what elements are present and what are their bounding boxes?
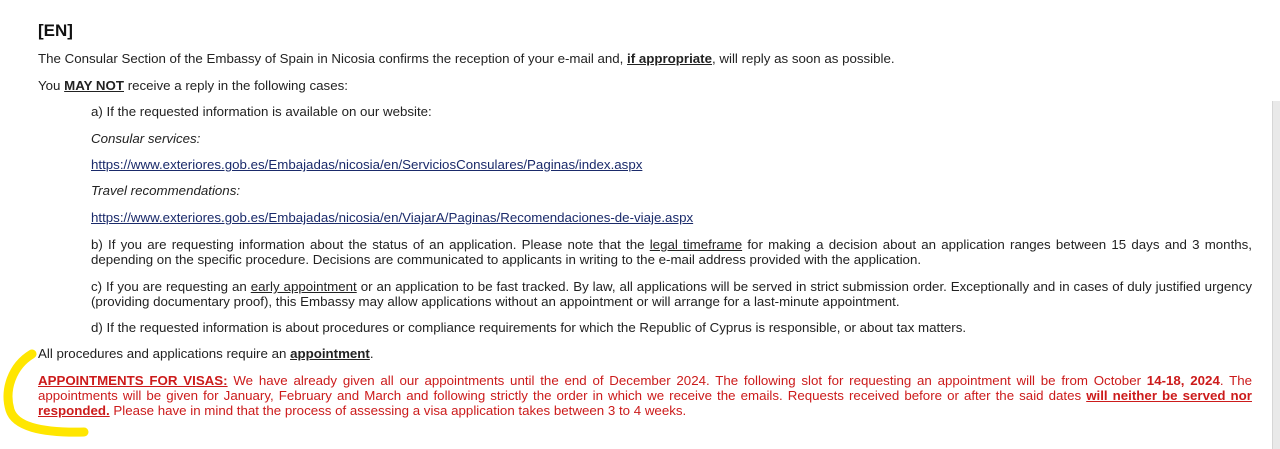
case-c-text: c) If you are requesting an	[91, 279, 251, 294]
procedures-text-end: .	[369, 346, 374, 361]
procedures-paragraph	[38, 346, 1252, 361]
case-c-paragraph	[91, 279, 1252, 309]
no-reply-text-end: receive a reply in the following cases:	[124, 78, 348, 93]
no-reply-intro	[38, 78, 1252, 93]
visa-text: We have already given all our appointments until the end of December 2024. The following slot for requesting an appointment will be from October	[227, 373, 1147, 388]
visa-text-3: Please have in mind that the process of assessing a visa application takes between 3 to 4 weeks.	[109, 403, 687, 418]
case-b-text: b) If you are requesting information about the status of an application. Please note that the	[91, 237, 650, 252]
visa-text-2: . The appointments will be given for January, February and March and following strictly the order in which we receive the emails. Requests received before or after the said dates	[38, 373, 1252, 403]
legal-timeframe-link[interactable]: legal timeframe	[649, 237, 743, 252]
visa-warning: will neither be served nor responded.	[38, 388, 1252, 418]
visa-appointments-label: APPOINTMENTS FOR VISAS:	[38, 373, 228, 388]
travel-recommendations-row	[91, 210, 1252, 225]
visa-dates: 14-18, 2024	[1146, 373, 1220, 388]
case-c-text-end: or an application to be fast tracked. By law, all applications will be served in strict submission order. Exceptionally and in cases of duly justified urgency (providing documentary proof), this Embassy may allow applications without an appointment or will arrange for a last-minute appointment.	[91, 279, 1252, 309]
consular-services-row	[91, 157, 1252, 172]
confirmation-text-end: , will reply as soon as possible.	[712, 51, 895, 66]
no-reply-text: You	[38, 78, 65, 93]
procedures-text: All procedures and applications require an	[38, 346, 291, 361]
early-appointment-link[interactable]: early appointment	[250, 279, 357, 294]
case-b-text-end: for making a decision about an application ranges between 15 days and 3 months, depending on the specific procedure. Decisions are communicated to applicants in writing to the e-mail address provided with the application.	[91, 237, 1252, 267]
language-heading: [EN]	[38, 21, 73, 40]
travel-recommendations-label: Travel recommendations:	[91, 183, 241, 198]
travel-recommendations-link[interactable]: https://www.exteriores.gob.es/Embajadas/nicosia/en/ViajarA/Paginas/Recomendaciones-de-viaje.aspx	[91, 210, 694, 225]
case-a-text: a) If the requested information is available on our website:	[91, 104, 432, 119]
if-appropriate-emphasis: if appropriate	[627, 51, 713, 66]
consular-services-link[interactable]: https://www.exteriores.gob.es/Embajadas/nicosia/en/ServiciosConsulares/Paginas/index.aspx	[91, 157, 643, 172]
confirmation-paragraph	[38, 51, 1252, 66]
consular-services-label: Consular services:	[91, 131, 201, 146]
case-b-paragraph	[91, 237, 1252, 267]
email-body	[38, 0, 1252, 449]
confirmation-text: The Consular Section of the Embassy of Spain in Nicosia confirms the reception of your e-mail and,	[38, 51, 628, 66]
vertical-scrollbar[interactable]	[1272, 101, 1280, 449]
appointment-link[interactable]: appointment	[290, 346, 370, 361]
visa-appointments-paragraph	[38, 373, 1252, 418]
case-d-text: d) If the requested information is about procedures or compliance requirements for which the Republic of Cyprus is responsible, or about tax matters.	[91, 320, 967, 335]
may-not-emphasis: MAY NOT	[64, 78, 124, 93]
